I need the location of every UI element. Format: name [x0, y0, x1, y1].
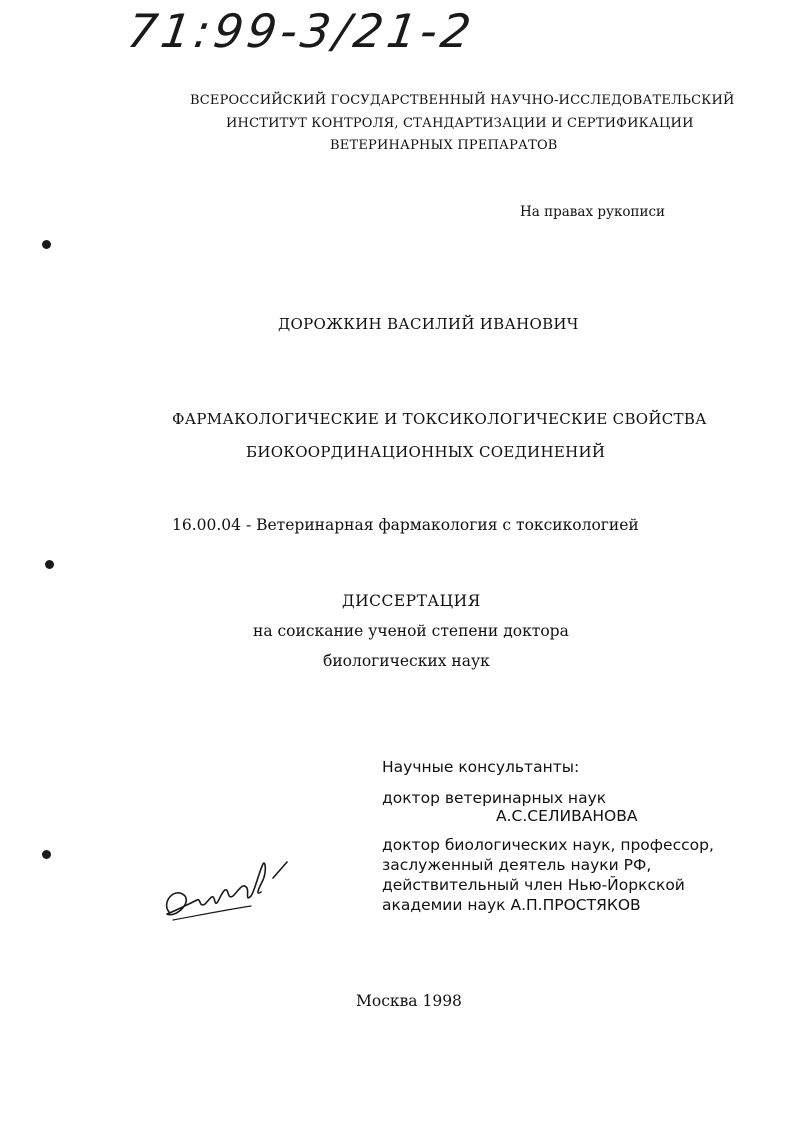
institute-line-1: ВСЕРОССИЙСКИЙ ГОСУДАРСТВЕННЫЙ НАУЧНО-ИССЛЕДОВАТЕЛЬСКИЙ [190, 93, 735, 108]
institute-line-3: ВЕТЕРИНАРНЫХ ПРЕПАРАТОВ [330, 138, 558, 153]
specialty-code: 16.00.04 - Ветеринарная фармакология с токсикологией [172, 516, 639, 534]
consultants-heading: Научные консультанты: [382, 758, 580, 776]
handwritten-registration-number: 71:99-3/21-2 [124, 4, 479, 58]
degree-line-1: на соискание ученой степени доктора [253, 622, 569, 640]
institute-line-2: ИНСТИТУТ КОНТРОЛЯ, СТАНДАРТИЗАЦИИ И СЕРТИФИКАЦИИ [226, 116, 694, 131]
dissertation-label: ДИССЕРТАЦИЯ [342, 592, 481, 610]
thesis-title-line-2: БИОКООРДИНАЦИОННЫХ СОЕДИНЕНИЙ [246, 443, 606, 461]
signature-slash [273, 862, 287, 878]
consultant-1-degree: доктор ветеринарных наук [382, 789, 607, 807]
punch-hole-mark [42, 850, 51, 859]
consultant-2-line-2: заслуженный деятель науки РФ, [382, 856, 652, 874]
rights-note: На правах рукописи [520, 204, 666, 220]
signature-underline [173, 906, 251, 920]
consultant-1-name: А.С.СЕЛИВАНОВА [496, 807, 638, 825]
consultant-2-line-3: действительный член Нью-Йоркской [382, 876, 685, 894]
author-signature [155, 852, 295, 932]
consultant-2-line-4: академии наук А.П.ПРОСТЯКОВ [382, 896, 641, 914]
consultant-2-line-1: доктор биологических наук, профессор, [382, 836, 714, 854]
thesis-title-line-1: ФАРМАКОЛОГИЧЕСКИЕ И ТОКСИКОЛОГИЧЕСКИЕ СВОЙСТВА [172, 410, 707, 428]
place-and-year: Москва 1998 [356, 992, 462, 1010]
signature-stroke [167, 863, 266, 915]
punch-hole-mark [42, 240, 51, 249]
punch-hole-mark [45, 560, 54, 569]
degree-line-2: биологических наук [323, 652, 490, 670]
author-name: ДОРОЖКИН ВАСИЛИЙ ИВАНОВИЧ [278, 315, 579, 333]
